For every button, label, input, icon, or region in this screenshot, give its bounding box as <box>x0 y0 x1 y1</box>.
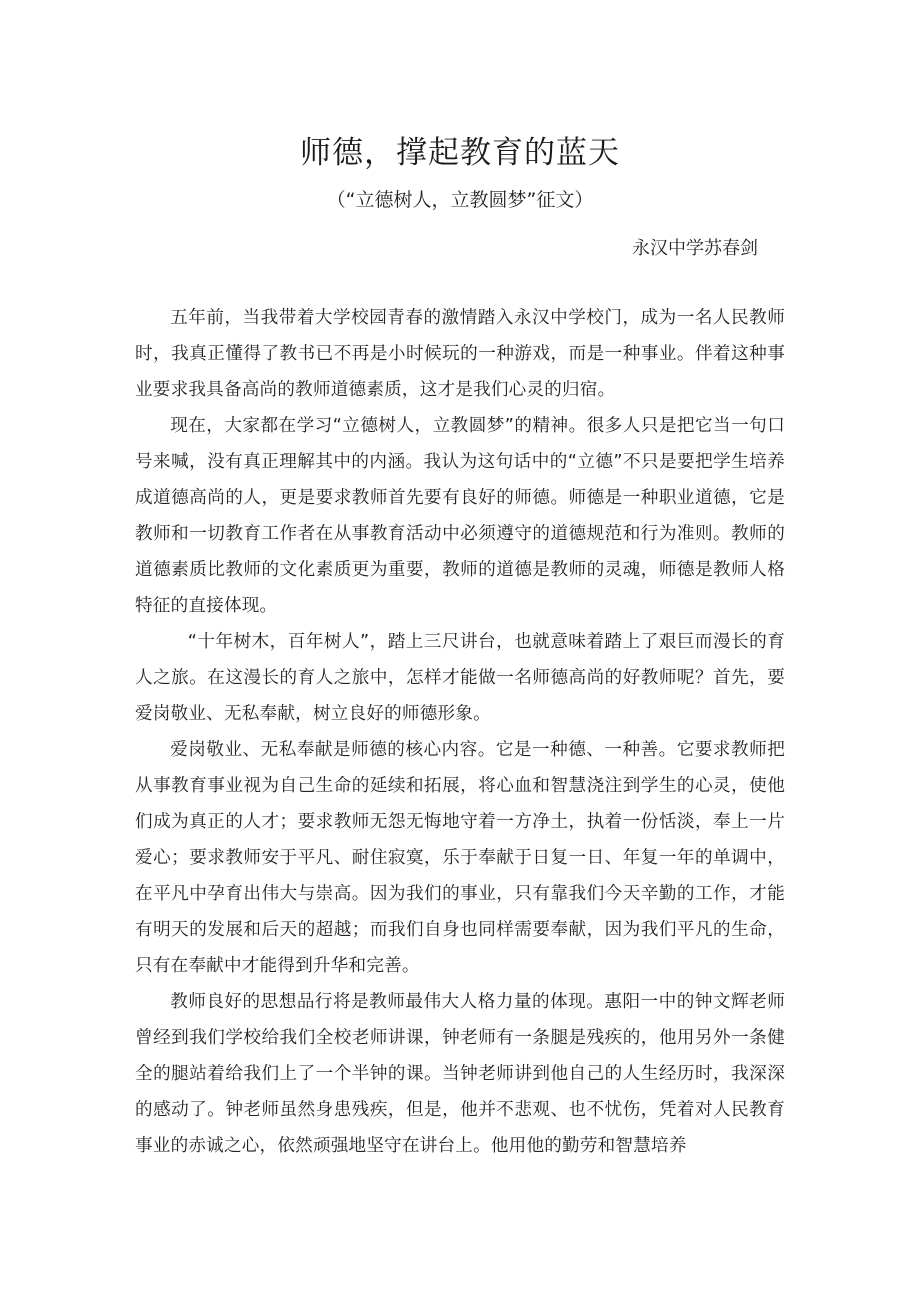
paragraph: 现在，大家都在学习“立德树人，立教圆梦”的精神。很多人只是把它当一句口号来喊，没有真正理解其中的内涵。我认为这句话中的“立德”不只是要把学生培养成道德高尚的人，更是要求教师首先要有良好的师德。师德是一种职业道德，它是教师和一切教育工作者在从事教育活动中必须遵守的道德规范和行为准则。教师的道德素质比教师的文化素质更为重要，教师的道德是教师的灵魂，师德是教师人格特征的直接体现。 <box>135 416 785 616</box>
paragraph: 五年前，当我带着大学校园青春的激情踏入永汉中学校门，成为一名人民教师时，我真正懂得了教书已不再是小时候玩的一种游戏，而是一种事业。伴着这种事业要求我具备高尚的教师道德素质，这才是我们心灵的归宿。 <box>135 308 785 400</box>
paragraph: “十年树木，百年树人”，踏上三尺讲台，也就意味着踏上了艰巨而漫长的育人之旅。在这漫长的育人之旅中，怎样才能做一名师德高尚的好教师呢？首先，要爱岗敬业、无私奉献，树立良好的师德形象。 <box>135 632 785 724</box>
document-author: 永汉中学苏春剑 <box>632 238 758 259</box>
document-subtitle: （“立德树人，立教圆梦”征文） <box>326 189 594 211</box>
paragraph: 教师良好的思想品行将是教师最伟大人格力量的体现。惠阳一中的钟文辉老师曾经到我们学校给我们全校老师讲课，钟老师有一条腿是残疾的，他用另外一条健全的腿站着给我们上了一个半钟的课。当钟老师讲到他自己的人生经历时，我深深的感动了。钟老师虽然身患残疾，但是，他并不悲观、也不忧伤，凭着对人民教育事业的赤诚之心，依然顽强地坚守在讲台上。他用他的勤劳和智慧培养 <box>135 992 785 1156</box>
document-body <box>135 300 785 1164</box>
document-title: 师德，撑起教育的蓝天 <box>300 134 620 171</box>
paragraph: 爱岗敬业、无私奉献是师德的核心内容。它是一种德、一种善。它要求教师把从事教育事业视为自己生命的延续和拓展，将心血和智慧浇注到学生的心灵，使他们成为真正的人才；要求教师无怨无悔地守着一方净土，执着一份恬淡，奉上一片爱心；要求教师安于平凡、耐住寂寞，乐于奉献于日复一日、年复一年的单调中，在平凡中孕育出伟大与崇高。因为我们的事业，只有靠我们今天辛勤的工作，才能有明天的发展和后天的超越；而我们自身也同样需要奉献，因为我们平凡的生命，只有在奉献中才能得到升华和完善。 <box>135 740 785 976</box>
